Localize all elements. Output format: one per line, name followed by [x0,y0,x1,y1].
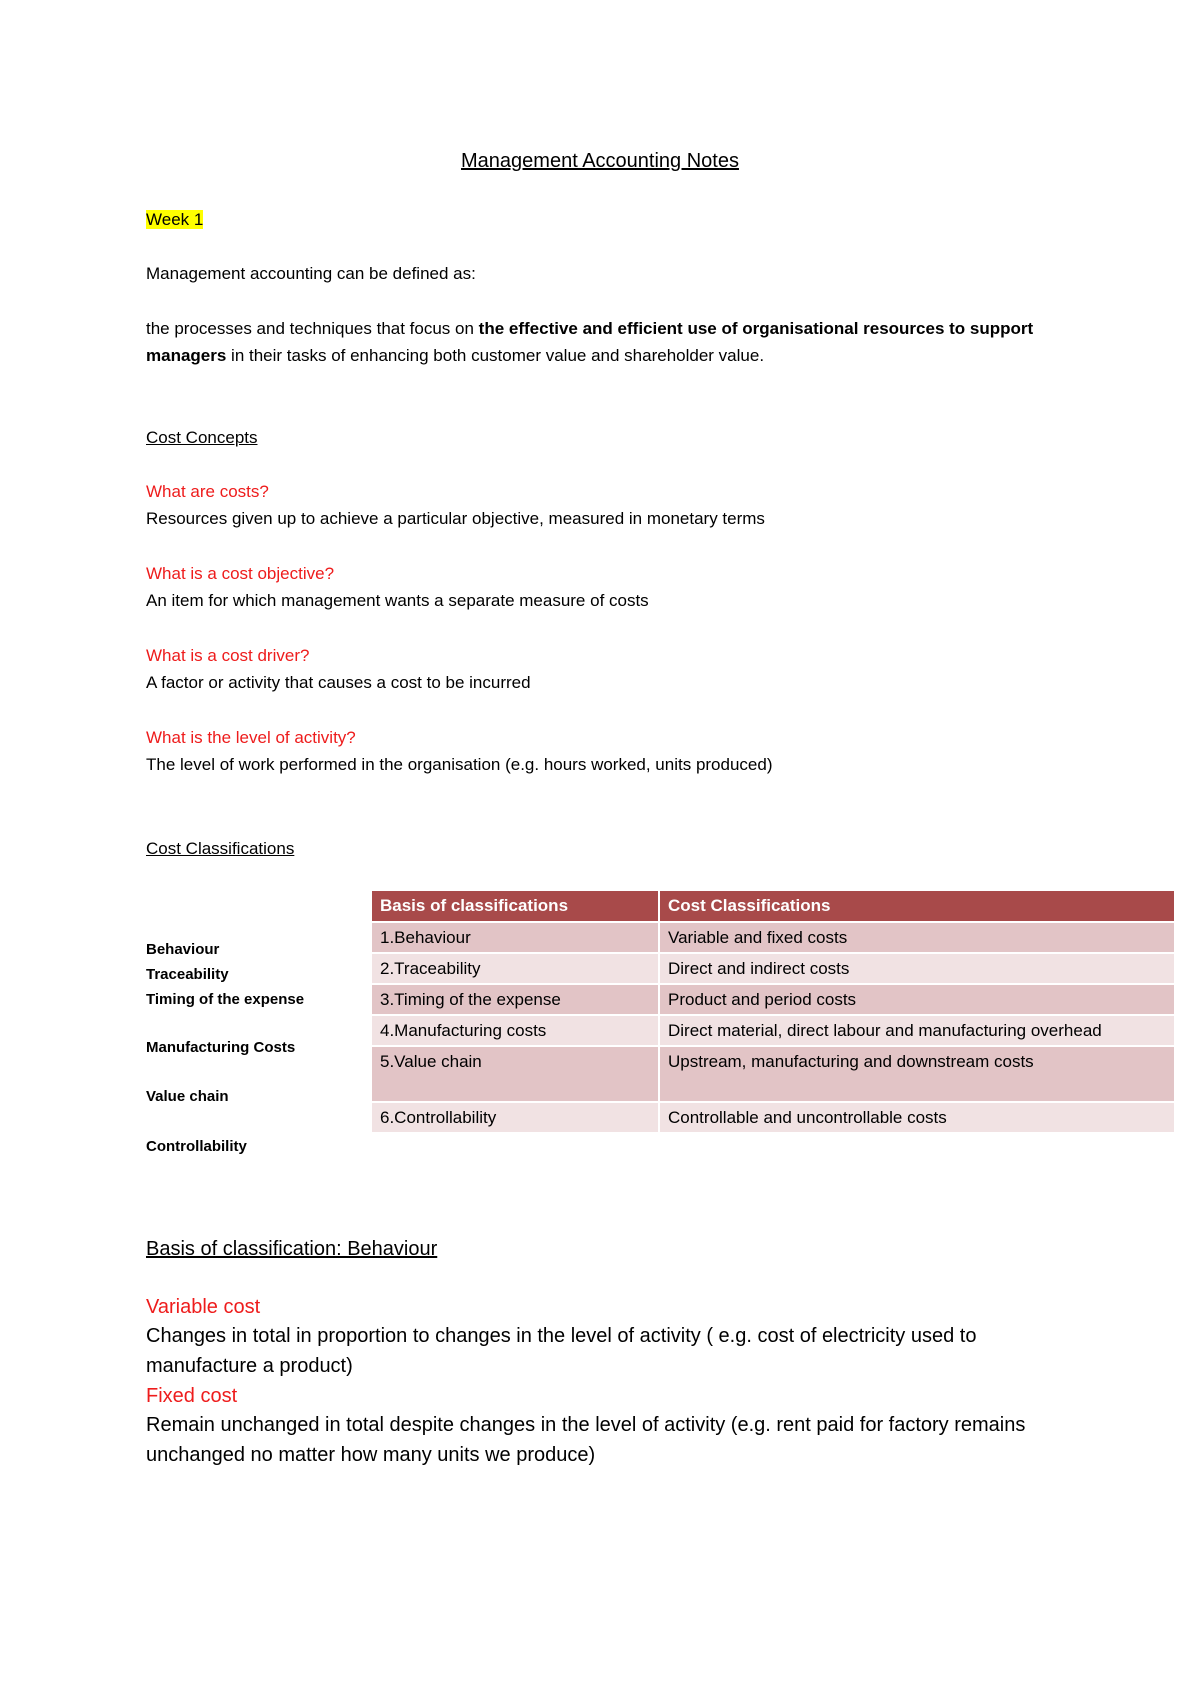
cost-concepts-heading: Cost Concepts [146,428,258,447]
table-row [372,1015,1175,1046]
concept-question-driver: What is a cost driver? [146,646,310,665]
table-cell-basis: 4.Manufacturing costs [372,1015,659,1046]
table-cell-basis: 1.Behaviour [372,922,659,953]
concept-question-costs: What are costs? [146,482,269,501]
page-title: Management Accounting Notes [461,150,739,172]
table-cell-classification: Product and period costs [659,984,1175,1015]
side-label-value-chain: Value chain [146,1088,229,1105]
table-cell-basis: 6.Controllability [372,1102,659,1132]
table-cell-classification: Upstream, manufacturing and downstream costs [659,1046,1175,1102]
week-highlight: Week 1 [146,210,204,229]
concept-answer-activity: The level of work performed in the organisation (e.g. hours worked, units produced) [146,755,773,774]
side-label-controllability: Controllability [146,1138,247,1155]
variable-cost-title: Variable cost [146,1296,261,1318]
concept-question-activity: What is the level of activity? [146,728,356,747]
table-cell-basis: 2.Traceability [372,953,659,984]
table-header-basis: Basis of classifications [372,891,659,922]
definition-paragraph [146,315,1046,369]
side-label-timing: Timing of the expense [146,991,305,1008]
table-cell-classification: Direct and indirect costs [659,953,1175,984]
table-cell-classification: Variable and fixed costs [659,922,1175,953]
table-row [372,953,1175,984]
definition-intro: Management accounting can be defined as: [146,264,476,283]
definition-bold: the effective and efficient use of organisational resources to support managers [146,319,1034,365]
side-label-behaviour: Behaviour [146,941,220,958]
concept-answer-objective: An item for which management wants a separate measure of costs [146,591,649,610]
table-header-classifications: Cost Classifications [659,891,1175,922]
table-row [372,922,1175,953]
table-row [372,1102,1175,1132]
concept-question-objective: What is a cost objective? [146,564,335,583]
table-row [372,984,1175,1015]
concept-answer-costs: Resources given up to achieve a particular objective, measured in monetary terms [146,509,765,528]
side-label-manufacturing: Manufacturing Costs [146,1039,296,1056]
behaviour-heading: Basis of classification: Behaviour [146,1238,438,1260]
week-label [146,207,203,232]
table-cell-classification: Controllable and uncontrollable costs [659,1102,1175,1132]
classification-table [372,891,1176,1132]
table-cell-basis: 3.Timing of the expense [372,984,659,1015]
table-header-row [372,891,1175,922]
definition-part1: the processes and techniques that focus on [146,319,479,338]
variable-cost-text: Changes in total in proportion to changes in the level of activity ( e.g. cost of electricity used to manufacture a product) [146,1325,977,1377]
table-cell-basis: 5.Value chain [372,1046,659,1102]
concept-answer-driver: A factor or activity that causes a cost to be incurred [146,673,531,692]
table-cell-classification: Direct material, direct labour and manufacturing overhead [659,1015,1175,1046]
fixed-cost-title: Fixed cost [146,1385,238,1407]
cost-classifications-heading: Cost Classifications [146,839,295,858]
side-label-traceability: Traceability [146,966,229,983]
definition-part2: in their tasks of enhancing both customer value and shareholder value. [226,346,765,365]
fixed-cost-text: Remain unchanged in total despite changes in the level of activity (e.g. rent paid for factory remains unchanged no matter how many units we produce) [146,1414,1026,1466]
table-row [372,1046,1175,1102]
